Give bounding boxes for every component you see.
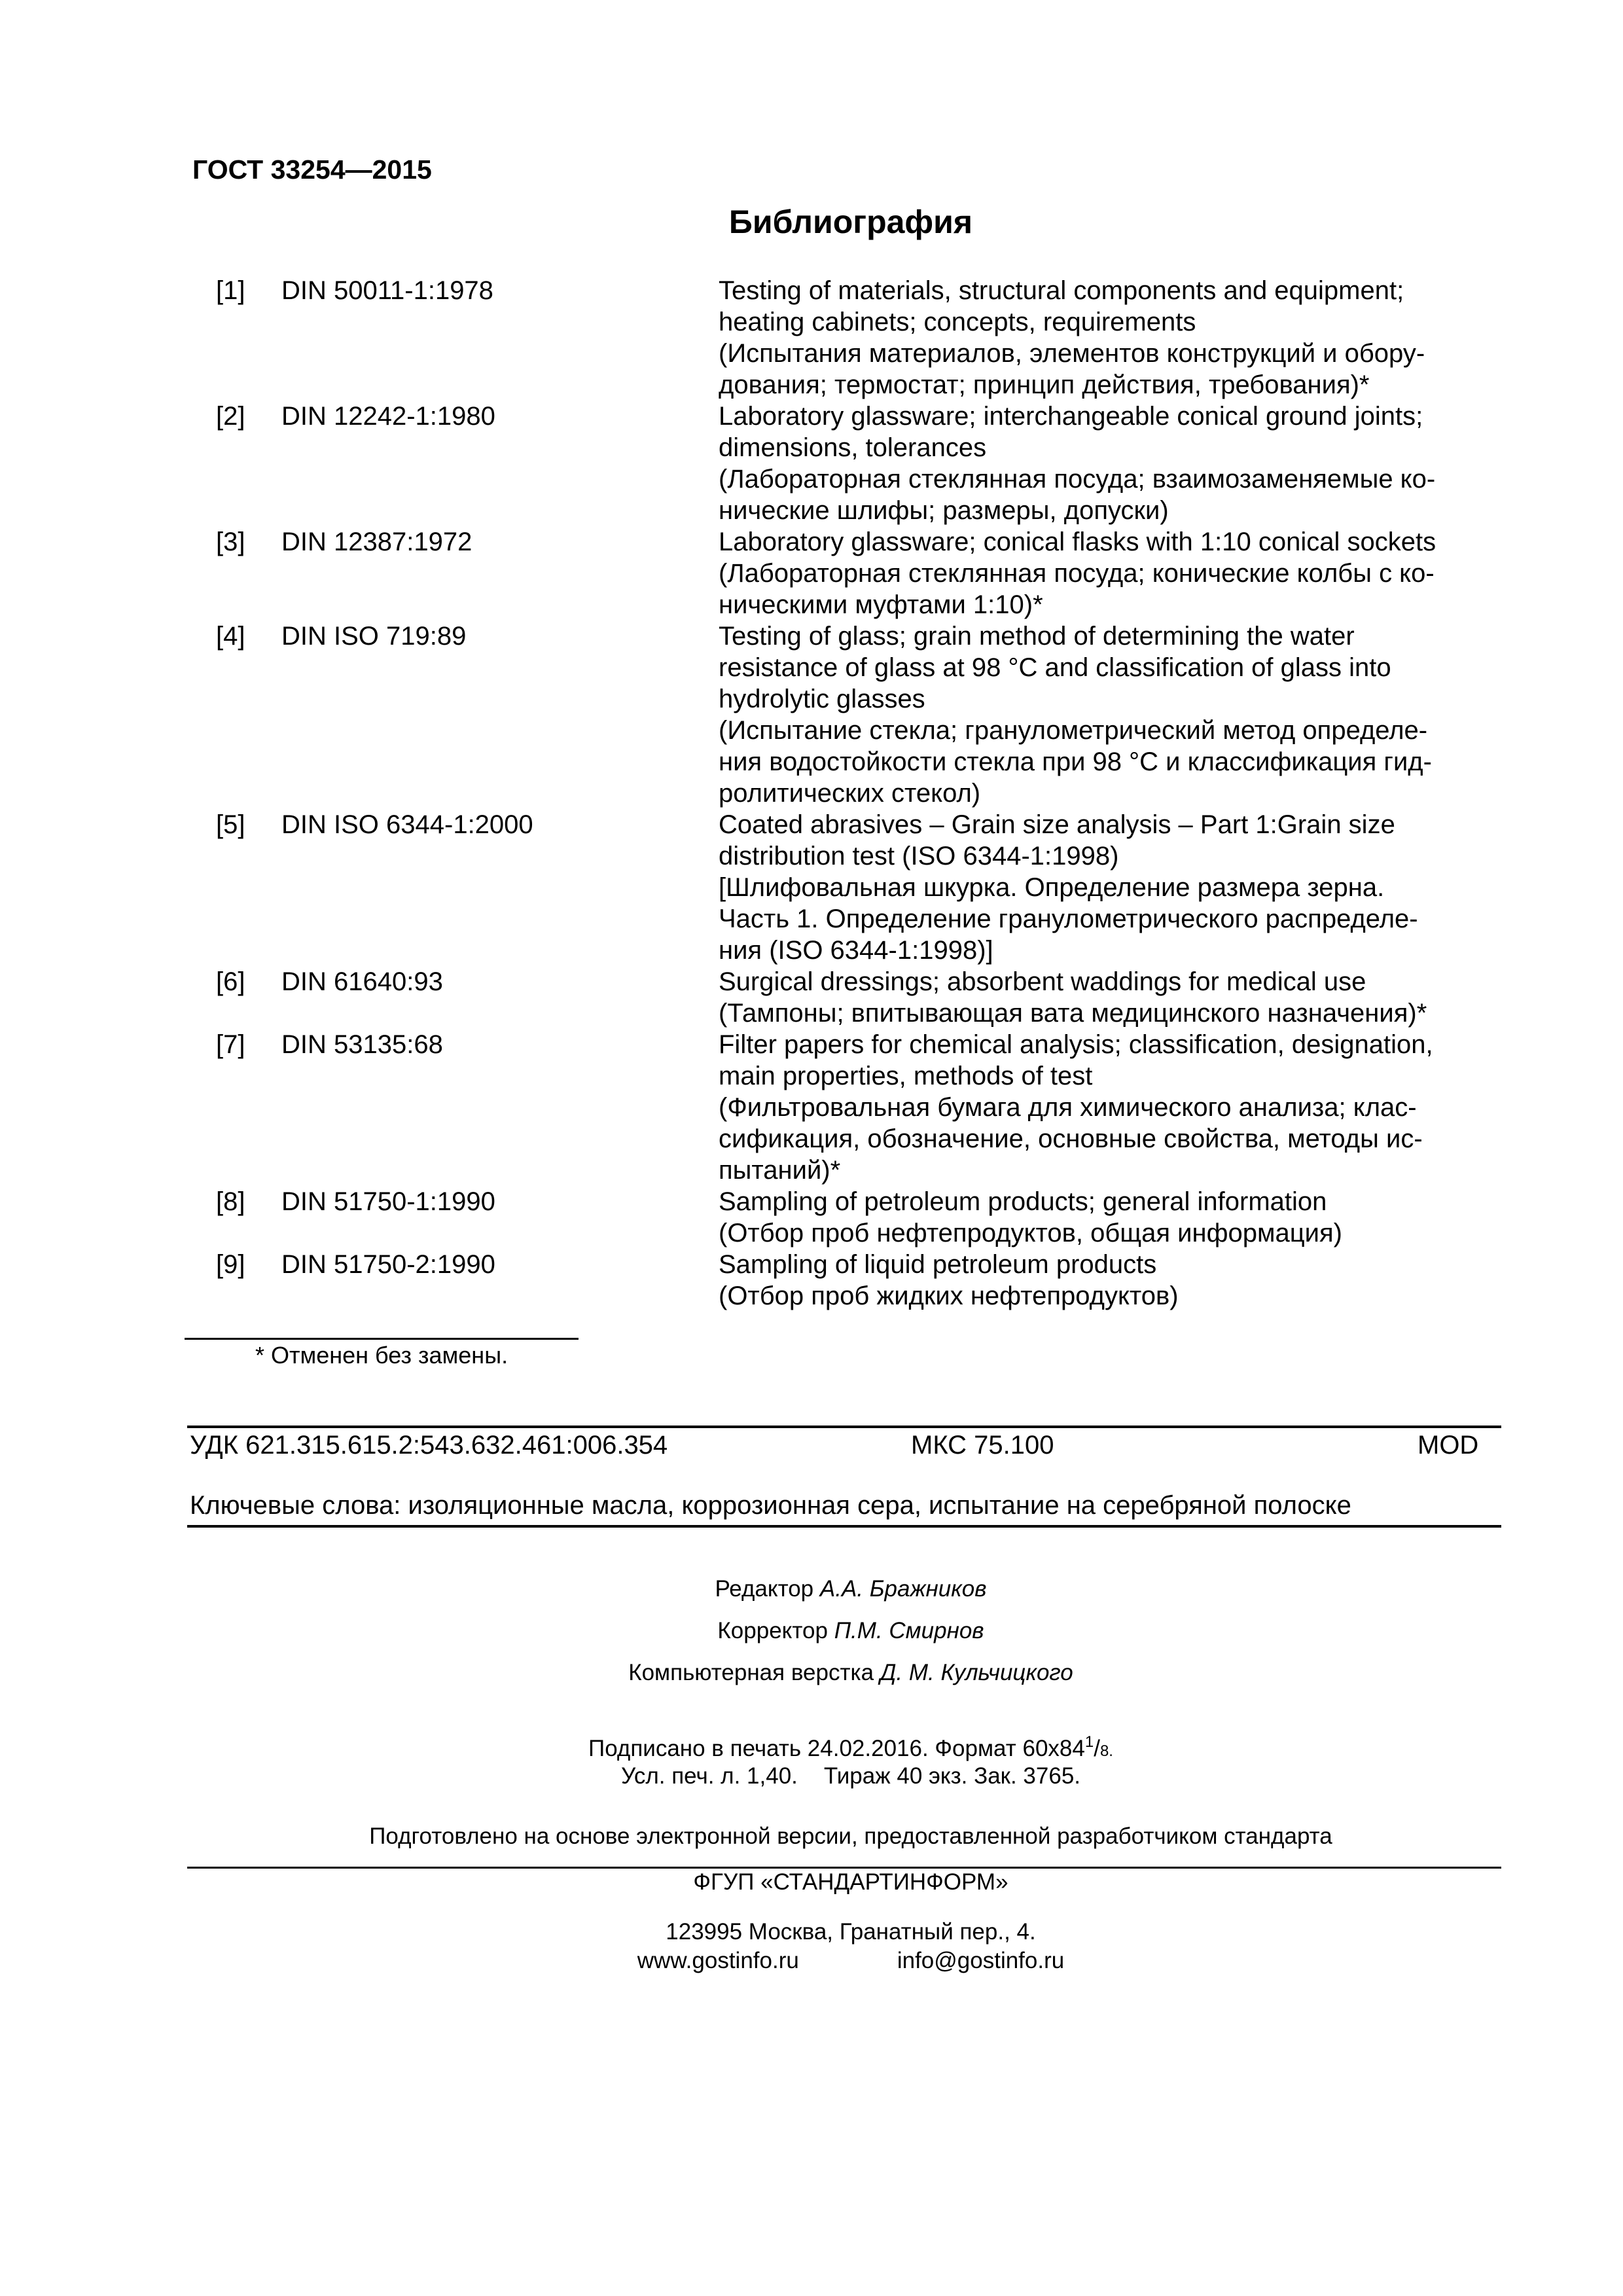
bibliography-entry [0,1249,1623,1312]
print-info-line [0,1763,1623,1789]
bibliography-list [0,275,1623,1312]
bibliography-entry [0,966,1623,1029]
publisher-website[interactable]: www.gostinfo.ru [637,1948,799,1973]
entry-number: [6] [216,967,245,996]
entry-number: [4] [216,622,245,651]
entry-number: [5] [216,810,245,839]
mks-code: МКС 75.100 [911,1431,1054,1460]
entry-description: Laboratory glassware; interchangeable conical ground joints; dimensions, tolerances (Лабораторная стеклянная посуда; взаимозаменяемые ко- нические шлифы; размеры, допуски) [719,402,1436,525]
entry-description: Testing of materials, structural components and equipment; heating cabinets; concepts, requirements (Испытания материалов, элементов конструкций и обору- дования; термостат; принцип действия, требования)* [719,276,1425,399]
bibliography-entry [0,1029,1623,1186]
layout-credit [0,1660,1623,1686]
print-sheets: Усл. печ. л. 1,40. [620,1763,798,1789]
classification-top-rule [187,1426,1501,1428]
footnote-divider [185,1338,579,1340]
corrector-label: Корректор [717,1618,828,1643]
entry-description: Laboratory glassware; conical flasks with 1:10 conical sockets (Лабораторная стеклянная посуда; конические колбы с ко- ническими муфтами 1:10)* [719,528,1436,619]
publisher-contacts [0,1948,1623,1974]
entry-standard-code: DIN 12242-1:1980 [281,402,495,431]
publisher-top-rule [187,1867,1501,1869]
layout-label: Компьютерная верстка [628,1660,874,1685]
bibliography-entry [0,275,1623,401]
keywords: Ключевые слова: изоляционные масла, коррозионная сера, испытание на серебряной полоске [190,1491,1351,1520]
document-code: ГОСТ 33254—2015 [192,154,432,185]
print-circulation: Тираж 40 экз. Зак. 3765. [823,1763,1081,1789]
entry-number: [3] [216,528,245,556]
entry-number: [1] [216,276,245,305]
bibliography-entry [0,401,1623,526]
entry-number: [2] [216,402,245,431]
entry-standard-code: DIN 50011-1:1978 [281,276,493,305]
bibliography-entry [0,1186,1623,1249]
bibliography-entry [0,620,1623,809]
layout-name: Д. М. Кульчицкого [880,1660,1073,1685]
signed-text: Подписано в печать 24.02.2016. Формат 60х84 [588,1736,1085,1761]
print-signed-line [0,1733,1623,1762]
udk-code: УДК 621.315.615.2:543.632.461:006.354 [190,1431,668,1460]
entry-standard-code: DIN ISO 6344-1:2000 [281,810,533,839]
format-superscript: 1 [1084,1733,1094,1751]
entry-description: Testing of glass; grain method of determining the water resistance of glass at 98 °C and classification of glass into hydrolytic glasses (Испытание стекла; гранулометрический метод определе- ния водостойкости стекла при 98 °C и классификация гид- ролитических стекол) [719,622,1432,808]
entry-description: Sampling of liquid petroleum products (Отбор проб жидких нефтепродуктов) [719,1250,1179,1310]
entry-description: Coated abrasives – Grain size analysis – Part 1:Grain size distribution test (ISO 6344-1:1998) [Шлифовальная шкурка. Определение размера зерна. Часть 1. Определение гранулометрического распределе- ния (ISO 6344-1:1998)] [719,810,1418,965]
entry-standard-code: DIN 51750-2:1990 [281,1250,495,1279]
entry-description: Surgical dressings; absorbent waddings for medical use (Тампоны; впитывающая вата медицинского назначения)* [719,967,1427,1028]
keywords-bottom-rule [187,1525,1501,1528]
entry-number: [8] [216,1187,245,1216]
editor-credit [0,1576,1623,1602]
prepared-note: Подготовлено на основе электронной версии, предоставленной разработчиком стандарта [369,1823,1332,1849]
format-subscript: 8. [1099,1742,1113,1760]
entry-standard-code: DIN 12387:1972 [281,528,473,556]
footnote: * Отменен без замены. [255,1342,508,1369]
publisher-address: 123995 Москва, Гранатный пер., 4. [666,1919,1036,1945]
entry-standard-code: DIN 51750-1:1990 [281,1187,495,1216]
entry-number: [9] [216,1250,245,1279]
modification-code: MOD [1418,1431,1479,1460]
entry-number: [7] [216,1030,245,1059]
bibliography-title: Библиография [728,204,973,240]
bibliography-entry [0,809,1623,966]
bibliography-entry [0,526,1623,620]
corrector-credit [0,1618,1623,1644]
entry-standard-code: DIN 61640:93 [281,967,443,996]
publisher-email[interactable]: info@gostinfo.ru [897,1948,1065,1973]
format-slash: / [1094,1736,1100,1761]
editor-name: А.А. Бражников [819,1576,987,1602]
entry-standard-code: DIN 53135:68 [281,1030,443,1059]
corrector-name: П.М. Смирнов [834,1618,984,1643]
entry-description: Sampling of petroleum products; general information (Отбор проб нефтепродуктов, общая информация) [719,1187,1342,1247]
entry-description: Filter papers for chemical analysis; classification, designation, main properties, methods of test (Фильтровальная бумага для химического анализа; клас- сификация, обозначение, основные свойства, методы ис- пытаний)* [719,1030,1433,1185]
publisher-name: ФГУП «СТАНДАРТИНФОРМ» [693,1869,1008,1895]
editor-label: Редактор [715,1576,814,1602]
entry-standard-code: DIN ISO 719:89 [281,622,467,651]
